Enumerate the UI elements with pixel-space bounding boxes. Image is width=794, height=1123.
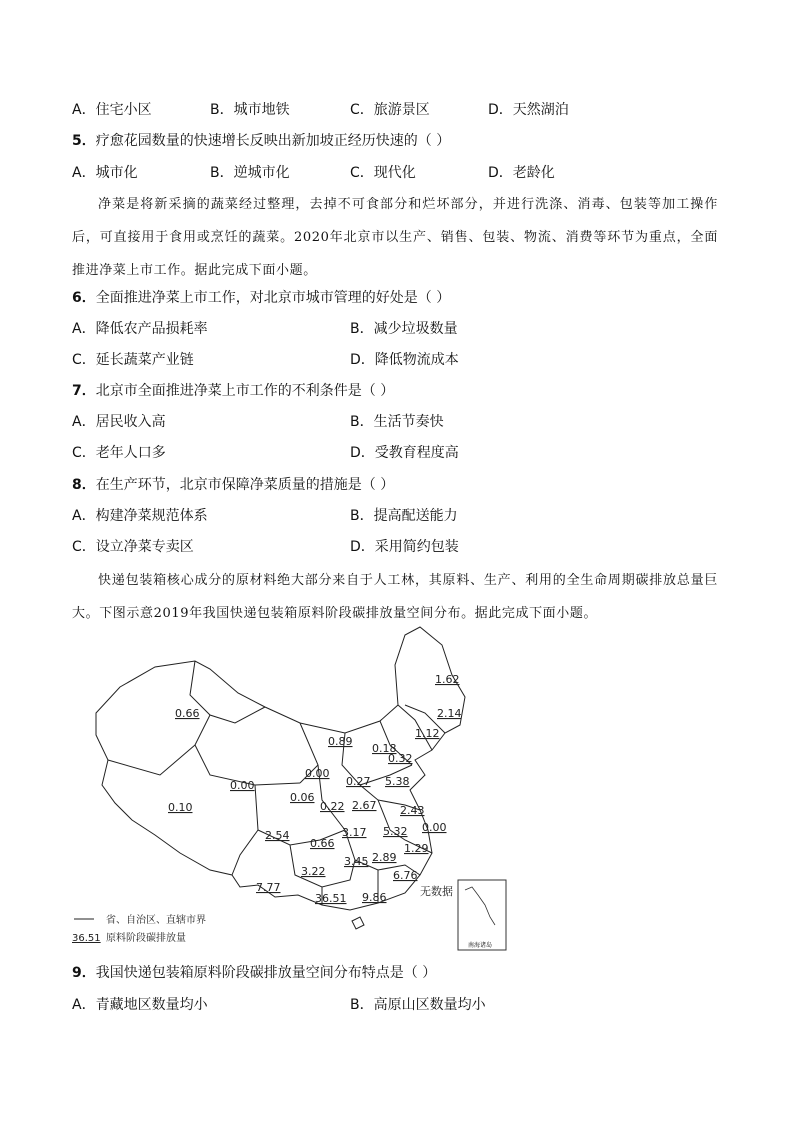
question-7 <box>72 381 394 401</box>
south-sea-inset <box>458 880 506 950</box>
question-number: 5． <box>72 133 96 149</box>
q5-option-d: D．老龄化 <box>488 165 555 181</box>
q7-option-b: B．生活节奏快 <box>350 414 444 430</box>
value-label: 2.89 <box>372 851 397 864</box>
value-label: 9.86 <box>362 891 387 904</box>
value-label: 7.77 <box>256 881 281 894</box>
value-label: 5.38 <box>385 775 410 788</box>
inset-label: 南海诸岛 <box>467 942 493 949</box>
q8-option-a: A．构建净菜规范体系 <box>72 508 208 524</box>
q7-option-a: A．居民收入高 <box>72 414 166 430</box>
q8-option-d: D．采用简约包装 <box>350 539 459 555</box>
value-label: 0.66 <box>175 707 200 720</box>
value-label: 0.66 <box>310 837 335 850</box>
value-label: 2.54 <box>265 829 290 842</box>
q8-option-b: B．提高配送能力 <box>350 508 458 524</box>
question-number: 8． <box>72 477 96 493</box>
legend-value-desc: 原料阶段碳排放量 <box>106 933 186 944</box>
legend-value-sample: 36.51 <box>72 933 101 944</box>
q8-option-c: C．设立净菜专卖区 <box>72 539 194 555</box>
question-number: 6． <box>72 290 96 306</box>
question-8 <box>72 475 394 495</box>
passage-kuaidi: 快递包装箱核心成分的原材料绝大部分来自于人工林，其原料、生产、利用的全生命周期碳排放总量巨大。下图示意2019年我国快递包装箱原料阶段碳排放量空间分布。据此完成下面小题。 <box>72 573 718 621</box>
q6-option-c: C．延长蔬菜产业链 <box>72 352 194 368</box>
question-9 <box>72 963 436 983</box>
q9-option-b: B．高原山区数量均小 <box>350 997 486 1013</box>
value-label: 3.45 <box>344 855 369 868</box>
value-label: 0.22 <box>320 800 345 813</box>
value-label: 6.76 <box>393 869 418 882</box>
value-label: 5.32 <box>383 825 408 838</box>
value-label: 0.10 <box>168 801 193 814</box>
value-label: 1.12 <box>415 727 440 740</box>
question-6 <box>72 288 450 308</box>
map-legend <box>72 913 206 944</box>
question-text: 北京市全面推进净菜上市工作的不利条件是（ ） <box>95 383 395 399</box>
q6-option-b: B．减少垃圾数量 <box>350 321 458 337</box>
value-label: 0.00 <box>422 821 447 834</box>
q6-option-d: D．降低物流成本 <box>350 352 459 368</box>
question-text: 疗愈花园数量的快速增长反映出新加坡正经历快速的（ ） <box>95 133 451 149</box>
q5-option-a: A．城市化 <box>72 165 138 181</box>
value-label: 1.29 <box>404 842 429 855</box>
value-label: 3.17 <box>342 826 367 839</box>
value-label: 0.27 <box>346 775 371 788</box>
value-label: 0.00 <box>305 767 330 780</box>
question-text: 全面推进净菜上市工作，对北京市城市管理的好处是（ ） <box>95 290 451 306</box>
q4-option-c: C．旅游景区 <box>350 102 430 118</box>
question-text: 在生产环节，北京市保障净菜质量的措施是（ ） <box>95 477 395 493</box>
value-label: 2.43 <box>400 804 425 817</box>
q5-option-c: C．现代化 <box>350 165 416 181</box>
q4-option-d: D．天然湖泊 <box>488 102 569 118</box>
hainan-island <box>352 917 364 929</box>
q7-option-d: D．受教育程度高 <box>350 445 459 461</box>
value-label: 36.51 <box>315 892 347 905</box>
value-label: 1.62 <box>435 673 460 686</box>
value-label-no-data: 无数据 <box>420 885 453 898</box>
value-label: 0.32 <box>388 752 413 765</box>
q9-option-a: A．青藏地区数量均小 <box>72 997 208 1013</box>
passage-jingcai: 净菜是将新采摘的蔬菜经过整理，去掉不可食部分和烂坏部分，并进行洗涤、消毒、包装等加工操作后，可直接用于食用或烹饪的蔬菜。2020年北京市以生产、销售、包装、物流、消费等环节为重点，全面推进净菜上市工作。据此完成下面小题。 <box>72 197 718 278</box>
question-text: 我国快递包装箱原料阶段碳排放量空间分布特点是（ ） <box>95 965 437 981</box>
china-carbon-map <box>60 625 520 955</box>
legend-boundary-label: 省、自治区、直辖市界 <box>106 915 206 926</box>
q4-option-b: B．城市地铁 <box>210 102 290 118</box>
value-label: 0.89 <box>328 735 353 748</box>
value-label: 0.18 <box>372 742 397 755</box>
question-number: 9． <box>72 965 96 981</box>
value-label: 0.06 <box>290 791 315 804</box>
value-label: 2.67 <box>352 799 377 812</box>
q4-option-a: A．住宅小区 <box>72 102 152 118</box>
value-label: 0.00 <box>230 779 255 792</box>
q7-option-c: C．老年人口多 <box>72 445 166 461</box>
question-number: 7． <box>72 383 96 399</box>
value-label: 2.14 <box>437 707 462 720</box>
question-5 <box>72 131 450 151</box>
q5-option-b: B．逆城市化 <box>210 165 290 181</box>
q6-option-a: A．降低农产品损耗率 <box>72 321 208 337</box>
value-label: 3.22 <box>301 865 326 878</box>
